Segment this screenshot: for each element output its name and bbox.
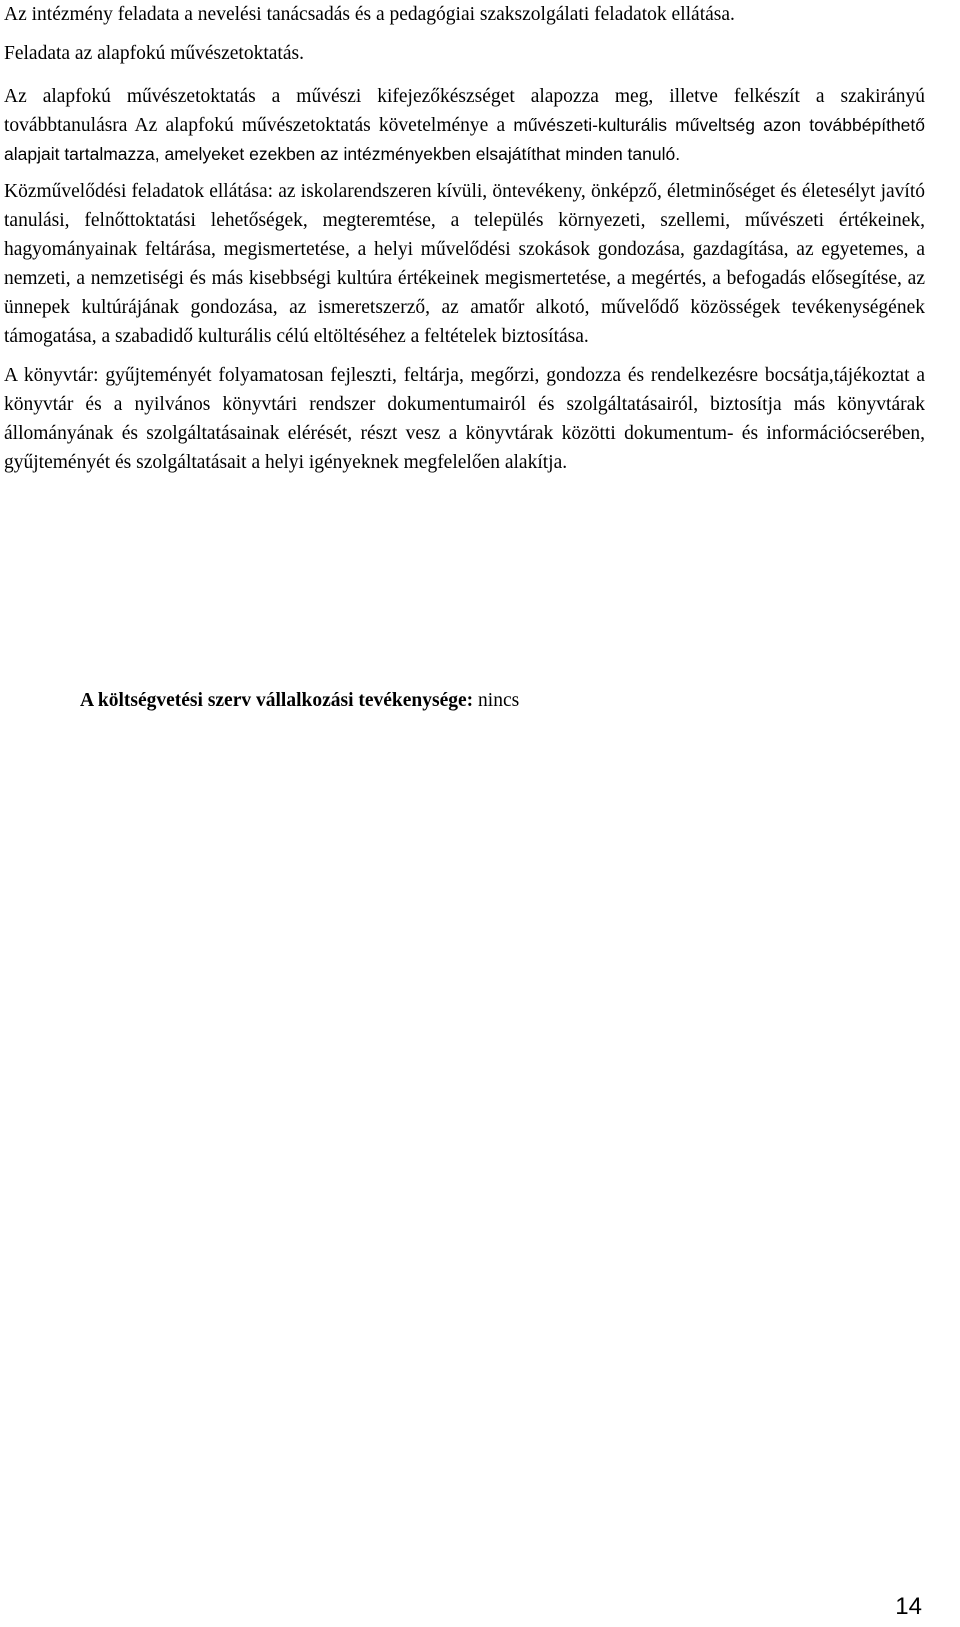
page-number: 14 [895,1593,922,1620]
paragraph-public-culture: Közművelődési feladatok ellátása: az iskolarendszeren kívüli, öntevékeny, önképző, életminőséget és életesélyt javító tanulási, felnőttoktatási lehetőségek, megteremtése, a település környezeti, szellemi, művészeti értékeinek, hagyományainak feltárása, megismertetése, a helyi művelődési szokások gondozása, gazdagítása, az egyetemes, a nemzeti, a nemzetiségi és más kisebbségi kultúra értékeinek megismertetése, a megértés, a befogadás elősegítése, az ünnepek kultúrájának gondozása, az ismeretszerző, az amatőr alkotó, művelődő közösségek tevékenységének támogatása, a szabadidő kulturális célú eltöltéséhez a feltételek biztosítása. [4,181,925,347]
document-page [4,0,925,477]
paragraph-art-education-task: Feladata az alapfokú művészetoktatás. [4,43,304,64]
paragraph-institution-task: Az intézmény feladata a nevelési tanácsadás és a pedagógiai szakszolgálati feladatok ellátása. [4,4,735,25]
business-activity-line [80,686,519,715]
art-education-text-sans: művészeti-kulturális műveltség azon továbbépíthető alapjait tartalmazza, amelyeket ezekben az intézményekben elsajátíthat minden tanuló. [4,115,925,164]
business-activity-value: nincs [478,690,520,711]
art-education-text-serif: Az alapfokú művészetoktatás a művészi kifejezőkészséget alapozza meg, illetve felkészít a szakirányú továbbtanulásra Az alapfokú művészetoktatás követelménye a [4,86,925,136]
paragraph-art-education-description [4,82,925,169]
business-activity-label: A költségvetési szerv vállalkozási tevékenysége: [80,690,474,711]
paragraph-library: A könyvtár: gyűjteményét folyamatosan fejleszti, feltárja, megőrzi, gondozza és rendelkezésre bocsátja,tájékoztat a könyvtár és a nyilvános könyvtári rendszer dokumentumairól és szolgáltatásairól, biztosítja más könyvtárak állományának és szolgáltatásainak elérését, részt vesz a könyvtárak közötti dokumentum- és információcserében, gyűjteményét és szolgáltatásait a helyi igényeknek megfelelően alakítja. [4,365,925,473]
